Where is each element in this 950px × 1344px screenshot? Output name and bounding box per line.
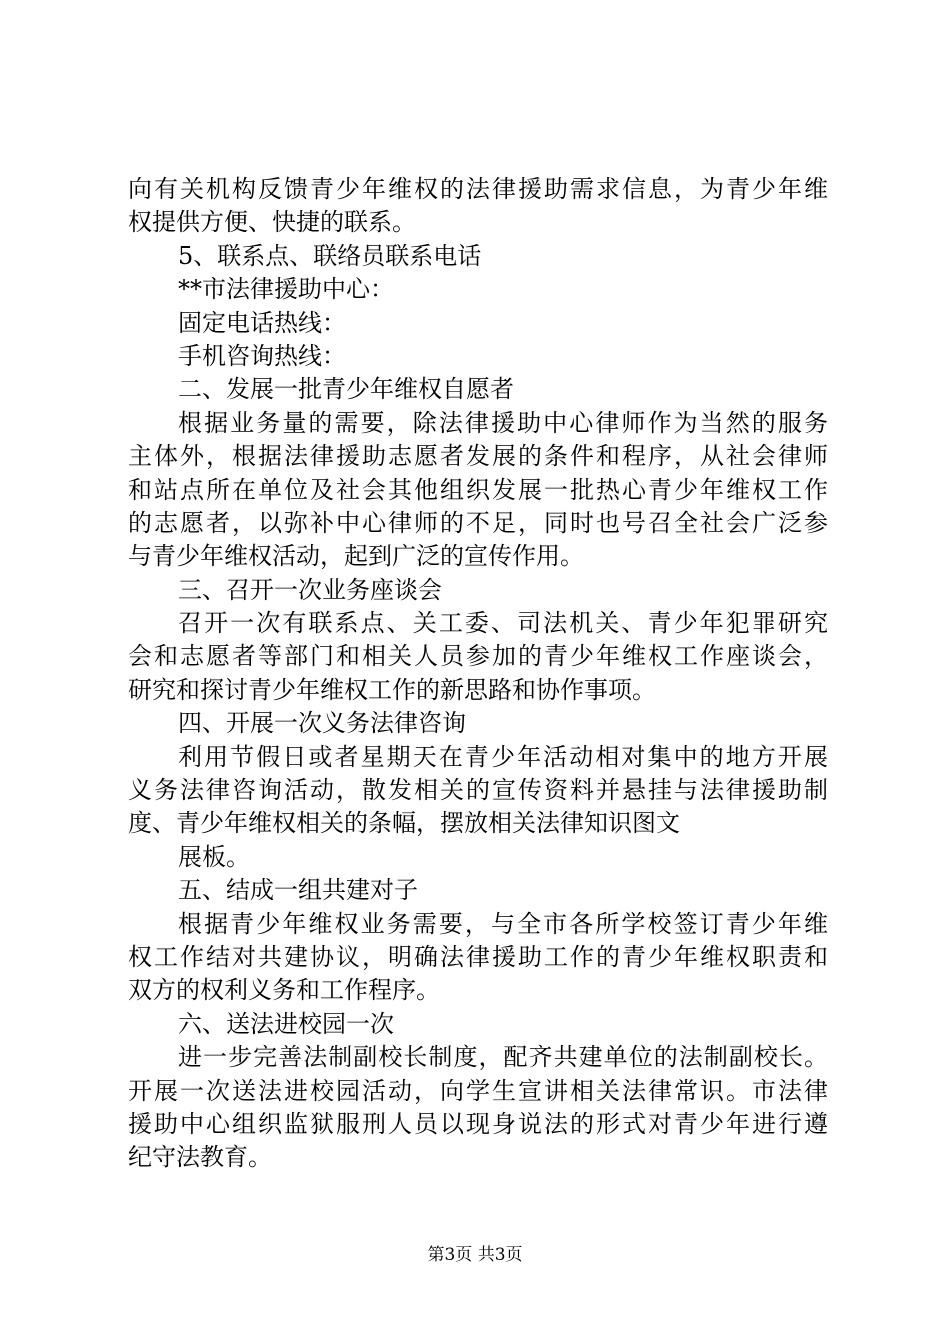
text-line: 五、结成一组共建对子 <box>178 876 418 905</box>
text-line: 与青少年维权活动，起到广泛的宣传作用。 <box>128 542 584 571</box>
text-line: 权提供方便、快捷的联系。 <box>128 208 416 237</box>
text-line: 5、联系点、联络员联系电话 <box>178 241 482 270</box>
page-footer: 第3页 共3页 <box>427 1245 523 1265</box>
text-line: 根据业务量的需要，除法律援助中心律师作为当然的服务 <box>178 408 828 437</box>
text-line: 纪守法教育。 <box>128 1143 272 1172</box>
text-line: 利用节假日或者星期天在青少年活动相对集中的地方开展 <box>178 742 828 771</box>
text-line: 义务法律咨询活动，散发相关的宣传资料并悬挂与法律援助制 <box>128 776 828 805</box>
document-body <box>128 173 828 1175</box>
text-line: 三、召开一次业务座谈会 <box>178 575 442 604</box>
text-line: 权工作结对共建协议，明确法律援助工作的青少年维权职责和 <box>128 942 828 971</box>
text-line: 会和志愿者等部门和相关人员参加的青少年维权工作座谈会， <box>128 642 828 671</box>
text-line: 六、送法进校园一次 <box>178 1009 394 1038</box>
text-line: 固定电话热线： <box>178 308 346 337</box>
text-line: 度、青少年维权相关的条幅，摆放相关法律知识图文 <box>128 809 680 838</box>
text-line: 的志愿者，以弥补中心律师的不足，同时也号召全社会广泛参 <box>128 508 828 537</box>
text-line: 向有关机构反馈青少年维权的法律援助需求信息，为青少年维 <box>128 175 828 203</box>
text-line: 主体外，根据法律援助志愿者发展的条件和程序，从社会律师 <box>128 442 828 471</box>
text-line: 根据青少年维权业务需要，与全市各所学校签订青少年维 <box>178 909 828 938</box>
text-line: 召开一次有联系点、关工委、司法机关、青少年犯罪研究 <box>178 609 828 638</box>
text-line: 研究和探讨青少年维权工作的新思路和协作事项。 <box>128 675 656 704</box>
text-line: 援助中心组织监狱服刑人员以现身说法的形式对青少年进行遵 <box>128 1109 828 1138</box>
text-line: 和站点所在单位及社会其他组织发展一批热心青少年维权工作 <box>128 475 828 504</box>
text-line: 双方的权利义务和工作程序。 <box>128 976 440 1005</box>
text-line: 开展一次送法进校园活动，向学生宣讲相关法律常识。市法律 <box>128 1076 828 1105</box>
text-line: 手机咨询热线： <box>178 341 346 370</box>
text-line: 展板。 <box>178 842 250 871</box>
text-line: 四、开展一次义务法律咨询 <box>178 709 466 738</box>
text-line: 进一步完善法制副校长制度，配齐共建单位的法制副校长。 <box>178 1043 828 1072</box>
text-line: **市法律援助中心： <box>178 275 394 304</box>
text-line: 二、发展一批青少年维权自愿者 <box>178 375 514 404</box>
